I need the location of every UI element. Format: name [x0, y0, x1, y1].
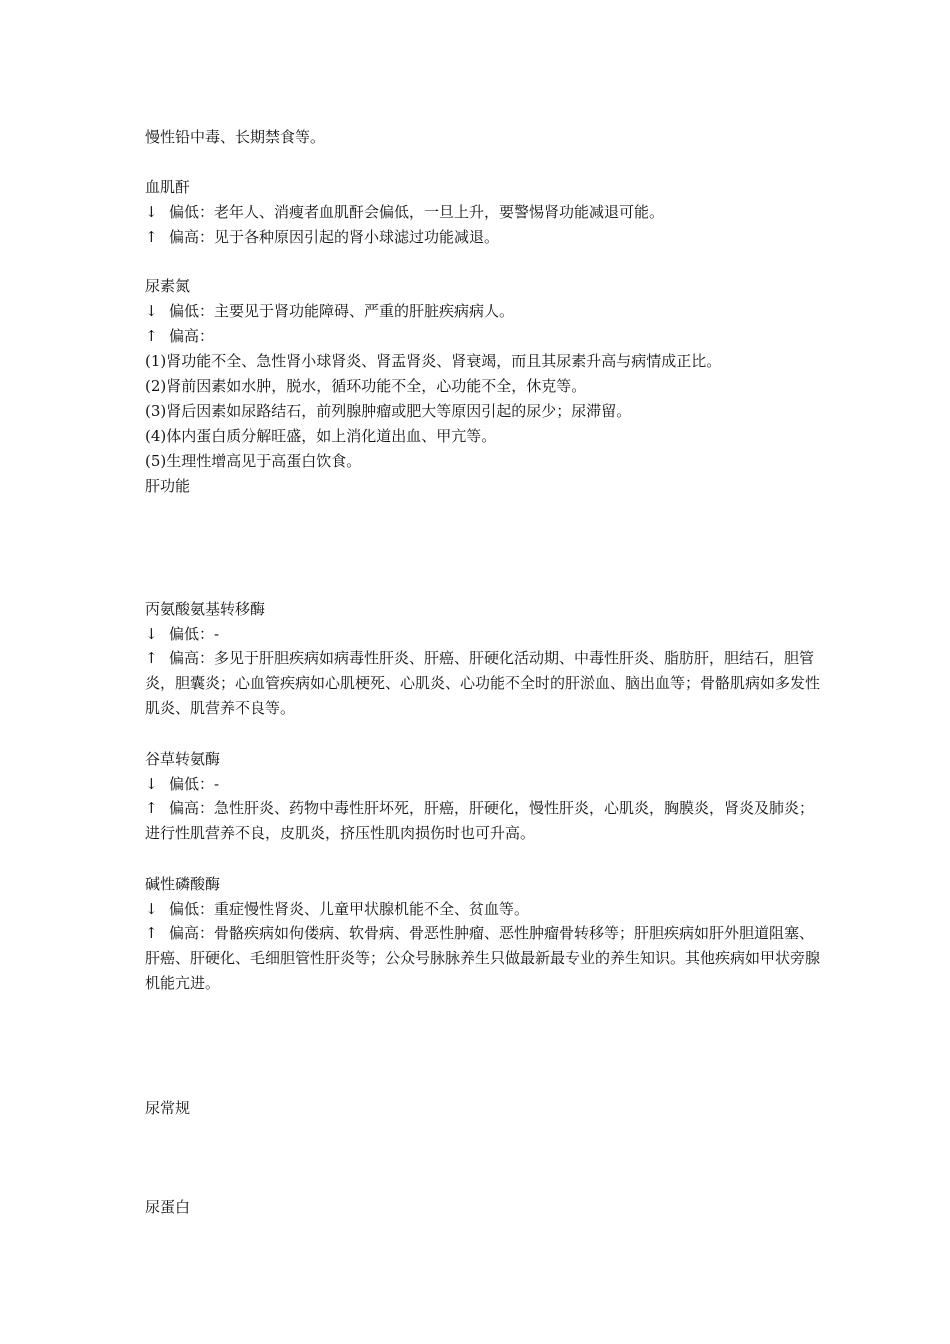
bun-high-text: 偏高：: [169, 327, 215, 345]
alp-high-text: 偏高：骨骼疾病如佝偻病、软骨病、骨恶性肿瘤、恶性肿瘤骨转移等；肝胆疾病如肝外胆道阻塞、肝癌、肝硬化、毛细胆管性肝炎等；公众号脉脉养生只做最新最专业的养生知识。其他疾病如甲状旁腺机能亢进。: [145, 924, 821, 992]
arrow-up-icon: ↑: [145, 924, 158, 942]
bun-high: [145, 326, 825, 346]
creatinine-low-text: 偏低：老年人、消瘦者血肌酐会偏低，一旦上升，要警惕肾功能减退可能。: [169, 203, 665, 221]
arrow-up-icon: ↑: [145, 649, 158, 667]
alt-low: [145, 624, 825, 644]
arrow-up-icon: ↑: [145, 228, 158, 246]
bun-title: 尿素氮: [145, 277, 191, 295]
urine-protein-heading: 尿蛋白: [145, 1198, 191, 1216]
ast-low-text: 偏低：-: [169, 775, 220, 793]
arrow-down-icon: ↓: [145, 302, 158, 320]
ast-title: 谷草转氨酶: [145, 750, 221, 768]
arrow-up-icon: ↑: [145, 327, 158, 345]
creatinine-title: 血肌酐: [145, 178, 191, 196]
alt-high: [145, 646, 825, 721]
creatinine-high-text: 偏高：见于各种原因引起的肾小球滤过功能减退。: [169, 228, 500, 246]
alp-low: [145, 899, 825, 919]
arrow-down-icon: ↓: [145, 203, 158, 221]
intro-line: 慢性铅中毒、长期禁食等。: [145, 128, 326, 146]
alt-low-text: 偏低：-: [169, 625, 220, 643]
arrow-up-icon: ↑: [145, 799, 158, 817]
ast-high: [145, 796, 825, 846]
bun-low: [145, 301, 825, 321]
urine-heading: 尿常规: [145, 1099, 191, 1117]
bun-item-4: (4)体内蛋白质分解旺盛，如上消化道出血、甲亢等。: [145, 427, 497, 445]
alp-title: 碱性磷酸酶: [145, 875, 221, 893]
bun-item-2: (2)肾前因素如水肿，脱水，循环功能不全，心功能不全，休克等。: [145, 377, 587, 395]
liver-heading: 肝功能: [145, 477, 191, 495]
creatinine-low: [145, 202, 825, 222]
creatinine-high: [145, 227, 825, 247]
alp-low-text: 偏低：重症慢性肾炎、儿童甲状腺机能不全、贫血等。: [169, 900, 530, 918]
arrow-down-icon: ↓: [145, 900, 158, 918]
bun-item-3: (3)肾后因素如尿路结石，前列腺肿瘤或肥大等原因引起的尿少；尿滞留。: [145, 402, 632, 420]
ast-low: [145, 774, 825, 794]
alt-high-text: 偏高：多见于肝胆疾病如病毒性肝炎、肝癌、肝硬化活动期、中毒性肝炎、脂肪肝，胆结石，胆管炎，胆囊炎；心血管疾病如心肌梗死、心肌炎、心功能不全时的肝淤血、脑出血等；骨骼肌病如多发性肌炎、肌营养不良等。: [145, 649, 821, 717]
bun-item-1: (1)肾功能不全、急性肾小球肾炎、肾盂肾炎、肾衰竭，而且其尿素升高与病情成正比。: [145, 352, 722, 370]
ast-high-text: 偏高：急性肝炎、药物中毒性肝坏死，肝癌，肝硬化，慢性肝炎，心肌炎，胸膜炎，肾炎及肺炎；进行性肌营养不良，皮肌炎，挤压性肌肉损伤时也可升高。: [145, 799, 815, 842]
bun-item-5: (5)生理性增高见于高蛋白饮食。: [145, 452, 362, 470]
arrow-down-icon: ↓: [145, 625, 158, 643]
bun-low-text: 偏低：主要见于肾功能障碍、严重的肝脏疾病病人。: [169, 302, 515, 320]
alp-high: [145, 921, 825, 996]
arrow-down-icon: ↓: [145, 775, 158, 793]
alt-title: 丙氨酸氨基转移酶: [145, 600, 266, 618]
